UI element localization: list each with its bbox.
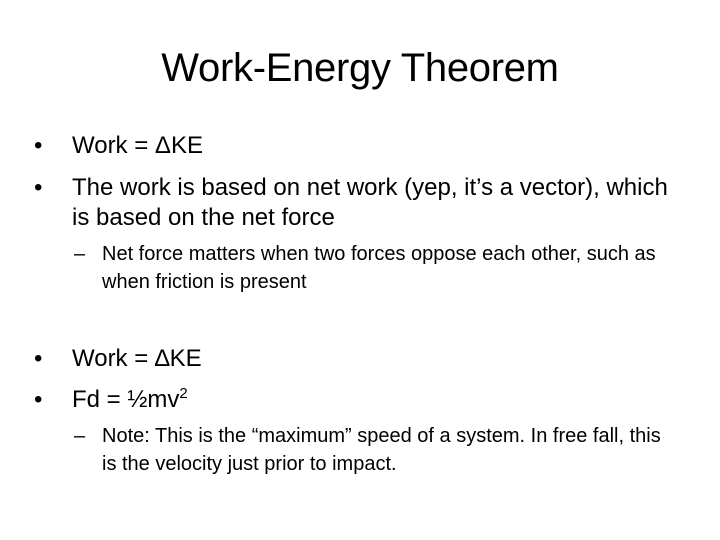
bullet-item-work-delta-ke: [34, 131, 672, 161]
bullet-item-fd-equation: [34, 385, 672, 415]
sub-bullet-item-net-force: [74, 240, 662, 296]
bullet-item-work-delta-ke-2: [34, 344, 672, 374]
sub-bullet-text: Net force matters when two forces oppose each other, such as when friction is present: [102, 243, 656, 293]
bullet-item-net-work: [34, 173, 672, 233]
dash-icon: –: [74, 243, 86, 265]
equation-exponent: 2: [179, 385, 188, 402]
slide-title: Work-Energy Theorem: [161, 46, 559, 90]
sub-bullet-text: Note: This is the “maximum” speed of a system. In free fall, this is the velocity just prior to impact.: [102, 425, 661, 475]
equation-text: Fd = ½mv: [72, 386, 180, 413]
bullet-icon: •: [34, 174, 43, 201]
bullet-icon: •: [34, 345, 43, 372]
bullet-text: The work is based on net work (yep, it’s a vector), which is based on the net force: [72, 174, 668, 231]
dash-icon: –: [74, 425, 86, 447]
bullet-text: Work = ΔKE: [72, 132, 203, 159]
bullet-text: Work = ∆KE: [72, 345, 202, 372]
bullet-icon: •: [34, 386, 43, 413]
bullet-icon: •: [34, 132, 43, 159]
sub-bullet-item-note: [74, 422, 662, 478]
